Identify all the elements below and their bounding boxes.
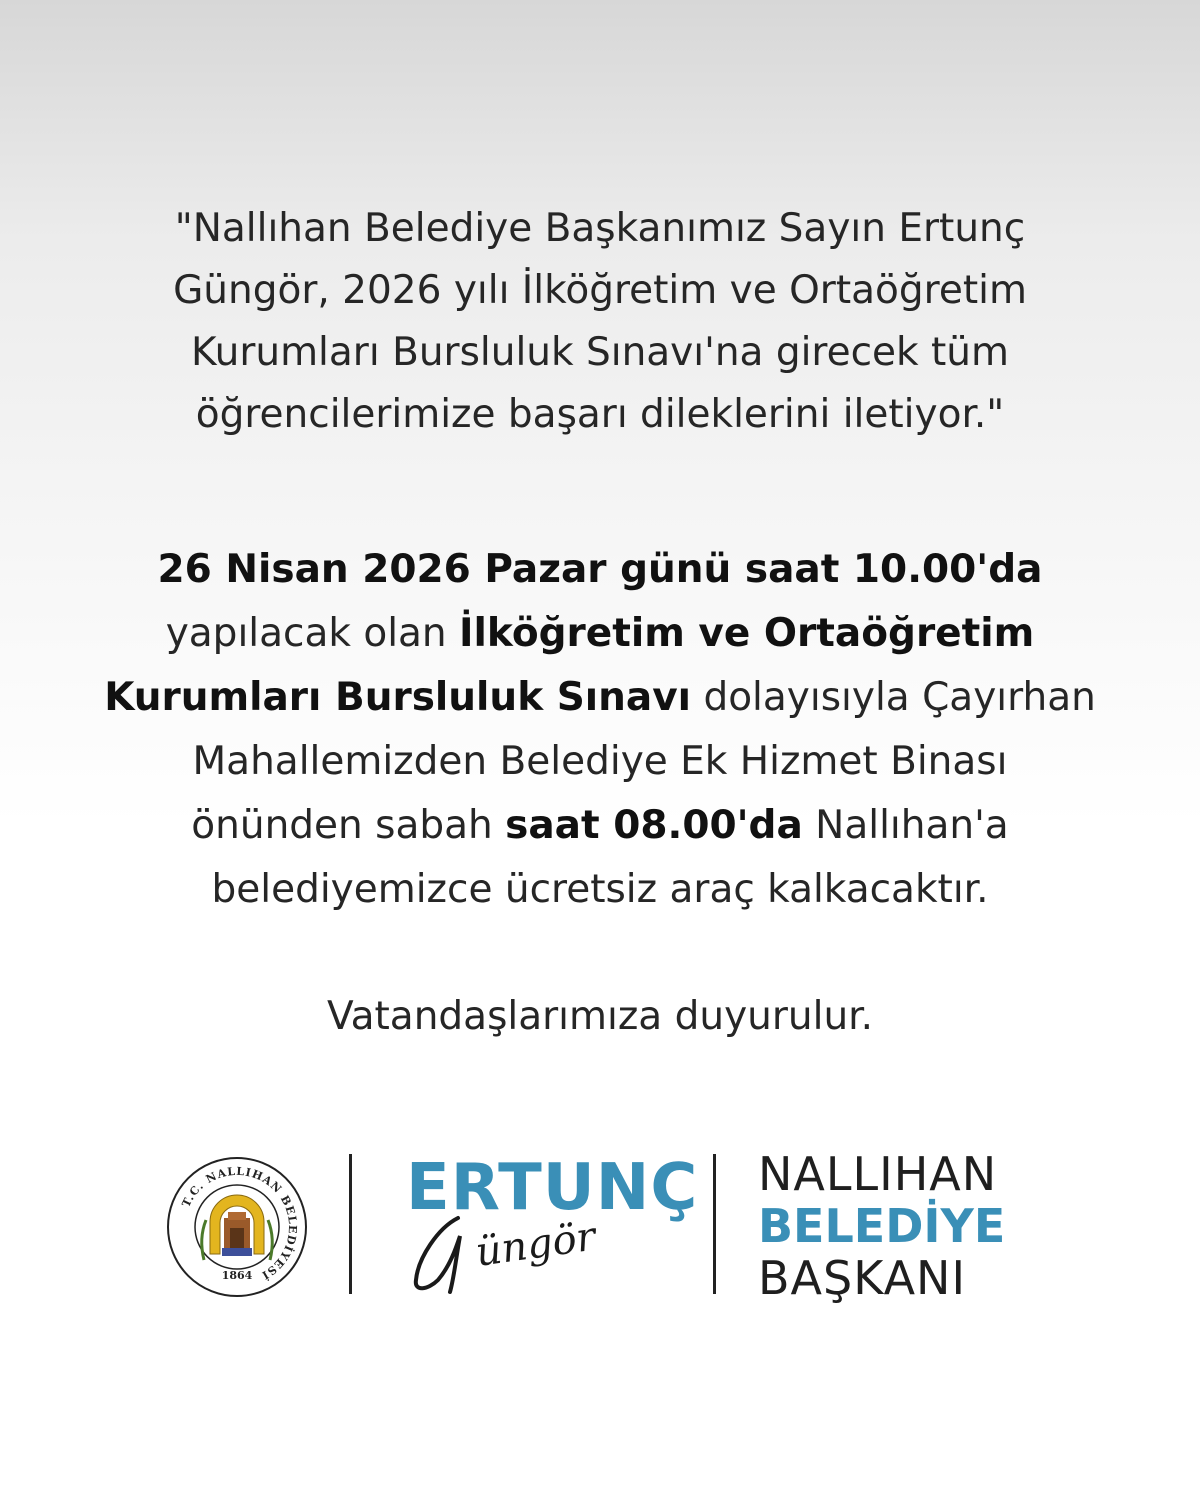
svg-text:üngör: üngör xyxy=(472,1213,599,1276)
announcement-text: önünden sabah xyxy=(191,803,506,848)
closing-line: Vatandaşlarımıza duyurulur. xyxy=(326,994,874,1039)
divider xyxy=(349,1154,352,1294)
announcement-text: Nallıhan'a xyxy=(802,803,1009,848)
footer-branding xyxy=(0,1140,1200,1310)
announcement-text: Mahallemizden Belediye Ek Hizmet Binası xyxy=(192,739,1008,784)
announcement-paragraph xyxy=(30,538,1170,922)
announcement-text: belediyemizce ücretsiz araç kalkacaktır. xyxy=(211,867,989,912)
signature-block xyxy=(398,1148,699,1298)
quote-line: Güngör, 2026 yılı İlköğretim ve Ortaöğretim xyxy=(173,268,1027,313)
title-line: BAŞKANI xyxy=(758,1251,967,1305)
title-line: BELEDİYE xyxy=(758,1199,1006,1253)
svg-text:1864: 1864 xyxy=(221,1269,253,1282)
svg-text:T.C. NALLIHAN BELEDİYESİ: T.C. NALLIHAN BELEDİYESİ xyxy=(179,1164,300,1283)
handwritten-signature xyxy=(398,1188,688,1298)
exam-name: İlköğretim ve Ortaöğretim xyxy=(459,611,1035,656)
exam-name: Kurumları Bursluluk Sınavı xyxy=(104,675,692,720)
title-line: NALLIHAN xyxy=(758,1147,998,1201)
office-title xyxy=(758,1148,1005,1304)
quote-line: Kurumları Bursluluk Sınavı'na girecek tüm xyxy=(190,330,1010,375)
divider xyxy=(713,1154,716,1294)
announcement-text: yapılacak olan xyxy=(165,611,460,656)
quote-line: "Nallıhan Belediye Başkanımız Sayın Ertunç xyxy=(174,206,1026,251)
municipality-seal-logo xyxy=(166,1156,308,1298)
signature-name: ERTUNÇ xyxy=(406,1151,699,1225)
departure-time: saat 08.00'da xyxy=(505,803,803,848)
exam-date-time: 26 Nisan 2026 Pazar günü saat 10.00'da xyxy=(157,547,1043,592)
quote-line: öğrencilerimize başarı dileklerini iletiyor." xyxy=(195,392,1005,437)
quote-paragraph xyxy=(60,198,1140,446)
announcement-text: dolayısıyla Çayırhan xyxy=(691,675,1096,720)
